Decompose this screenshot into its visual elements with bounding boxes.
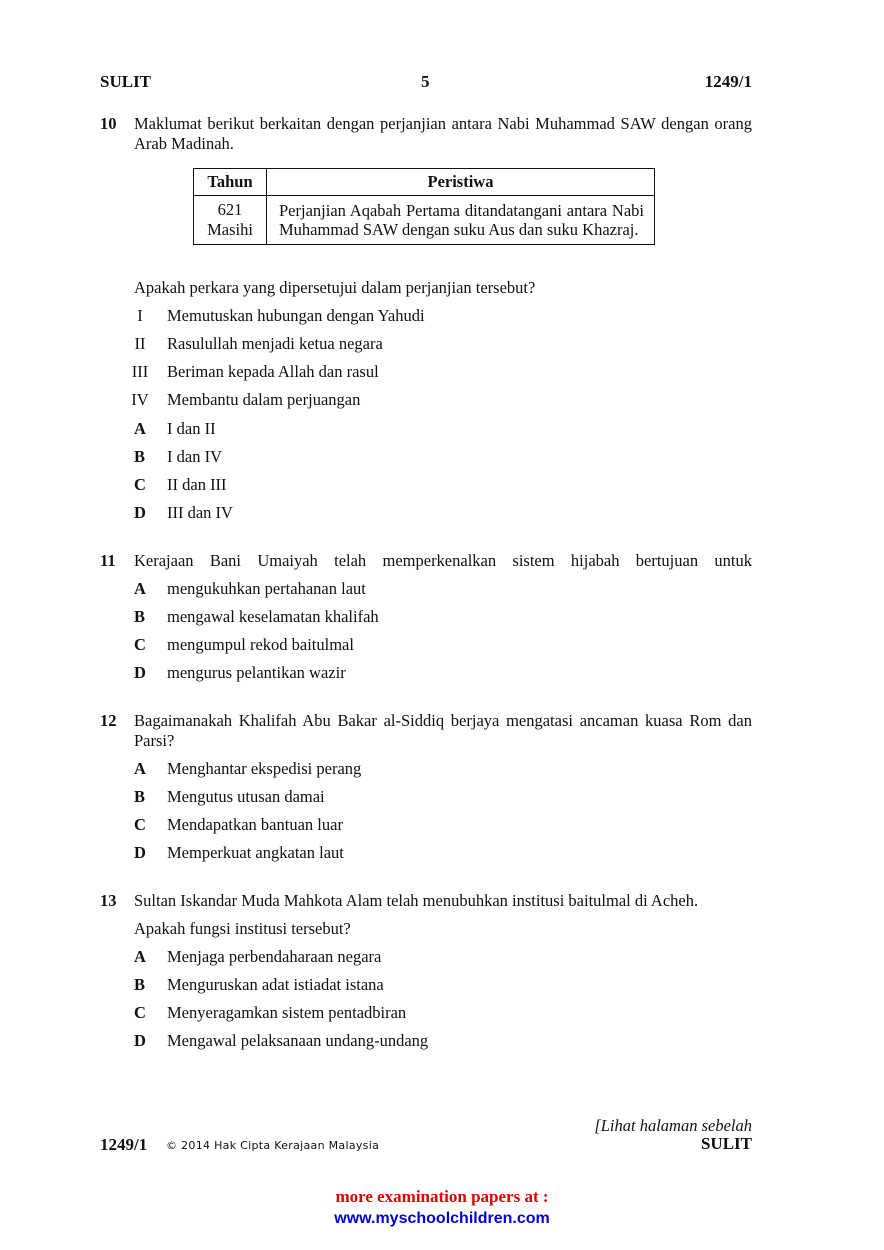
table-header-event: Peristiwa — [267, 169, 655, 196]
option-text: I dan IV — [167, 447, 222, 466]
table-cell-event: Perjanjian Aqabah Pertama ditandatangani antara Nabi Muhammad SAW dengan suku Aus dan suku Khazraj. — [267, 196, 655, 245]
statement-label: IV — [131, 390, 149, 409]
option-text: mengukuhkan pertahanan laut — [167, 579, 366, 598]
option-text: III dan IV — [167, 503, 233, 522]
question-number: 11 — [100, 551, 116, 570]
option-label: C — [134, 815, 146, 834]
option-label: A — [134, 419, 146, 438]
option-label: A — [134, 947, 146, 966]
header-paper-code: 1249/1 — [704, 72, 752, 91]
question-stem: Bagaimanakah Khalifah Abu Bakar al-Siddiq berjaya mengatasi ancaman kuasa Rom dan Parsi? — [134, 711, 752, 750]
option-label: A — [134, 579, 146, 598]
page-number: 5 — [421, 72, 430, 91]
promo-text: more examination papers at : — [335, 1187, 549, 1206]
option-label: B — [134, 447, 146, 466]
promo-link[interactable]: www.myschoolchildren.com — [334, 1210, 550, 1227]
statement-label: I — [137, 306, 143, 325]
option-text: Menyeragamkan sistem pentadbiran — [167, 1003, 407, 1022]
option-text: Menjaga perbendaharaan negara — [167, 947, 382, 966]
statement-text: Beriman kepada Allah dan rasul — [167, 362, 379, 381]
option-label: C — [134, 635, 146, 654]
table-header-year: Tahun — [194, 169, 267, 196]
option-label: D — [134, 1031, 146, 1050]
copyright-notice: © 2014 Hak Cipta Kerajaan Malaysia — [166, 1139, 380, 1152]
header-classification: SULIT — [100, 72, 152, 91]
option-text: Memperkuat angkatan laut — [167, 843, 344, 862]
question-prompt: Apakah fungsi institusi tersebut? — [134, 919, 351, 938]
info-table — [193, 168, 655, 245]
option-text: mengawal keselamatan khalifah — [167, 607, 379, 626]
question-number: 10 — [100, 114, 117, 133]
option-label: A — [134, 759, 146, 778]
option-text: mengurus pelantikan wazir — [167, 663, 346, 682]
question-number: 13 — [100, 891, 117, 910]
option-text: mengumpul rekod baitulmal — [167, 635, 354, 654]
option-text: I dan II — [167, 419, 216, 438]
option-text: Mengawal pelaksanaan undang-undang — [167, 1031, 429, 1050]
option-label: D — [134, 663, 146, 682]
statement-label: III — [131, 362, 149, 381]
question-stem: Sultan Iskandar Muda Mahkota Alam telah menubuhkan institusi baitulmal di Acheh. — [134, 891, 699, 910]
option-text: Mengutus utusan damai — [167, 787, 325, 806]
option-label: C — [134, 1003, 146, 1022]
option-text: Menghantar ekspedisi perang — [167, 759, 362, 778]
table-cell-year — [194, 196, 267, 245]
statement-text: Memutuskan hubungan dengan Yahudi — [167, 306, 425, 325]
option-label: D — [134, 503, 146, 522]
footer-paper-code: 1249/1 — [100, 1135, 148, 1154]
footer-classification: SULIT — [700, 1134, 752, 1153]
statement-text: Rasulullah menjadi ketua negara — [167, 334, 383, 353]
statement-text: Membantu dalam perjuangan — [167, 390, 361, 409]
question-stem: Kerajaan Bani Umaiyah telah memperkenalkan sistem hijabah bertujuan untuk — [134, 551, 752, 570]
option-label: B — [134, 607, 146, 626]
option-text: II dan III — [167, 475, 227, 494]
option-label: D — [134, 843, 146, 862]
year-value: 621 — [217, 200, 243, 219]
option-label: B — [134, 975, 146, 994]
option-text: Menguruskan adat istiadat istana — [167, 975, 384, 994]
option-text: Mendapatkan bantuan luar — [167, 815, 343, 834]
option-label: C — [134, 475, 146, 494]
statement-label: II — [134, 334, 146, 353]
year-era: Masihi — [207, 220, 253, 239]
next-page-note: [Lihat halaman sebelah — [594, 1116, 752, 1135]
question-number: 12 — [100, 711, 117, 730]
question-stem: Maklumat berikut berkaitan dengan perjanjian antara Nabi Muhammad SAW dengan orang Arab Madinah. — [134, 114, 752, 153]
question-prompt: Apakah perkara yang dipersetujui dalam perjanjian tersebut? — [134, 278, 536, 297]
option-label: B — [134, 787, 146, 806]
